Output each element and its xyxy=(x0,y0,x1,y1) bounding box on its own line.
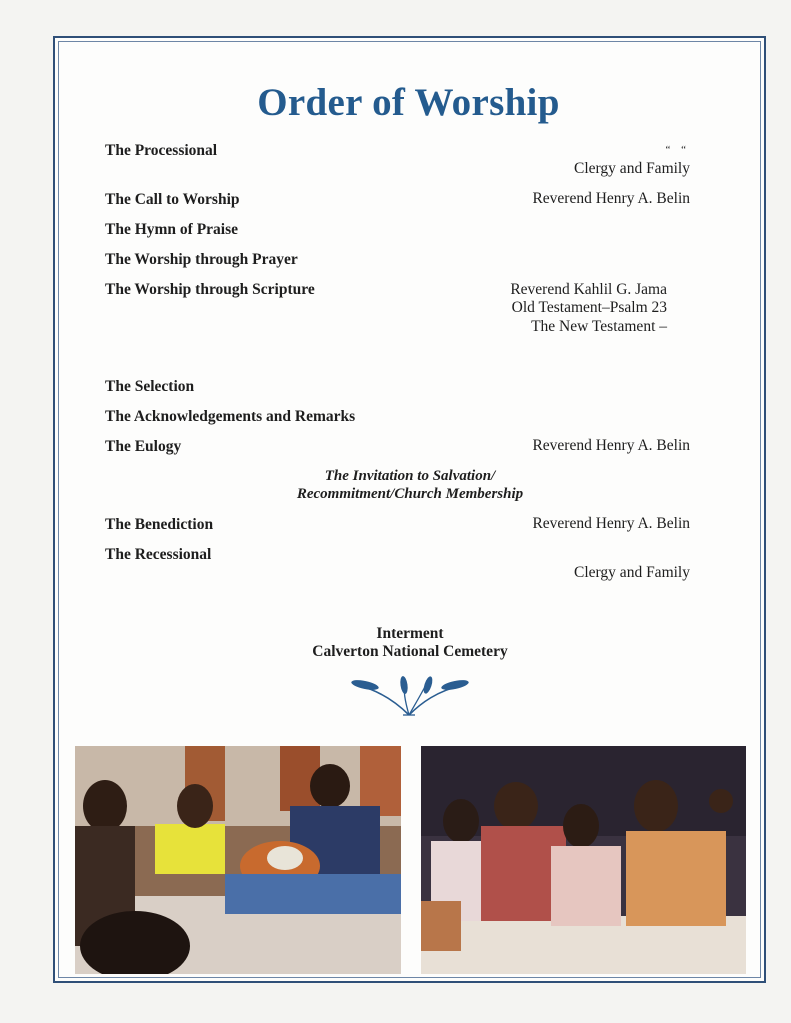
program-item-processional-quotes: “ “ xyxy=(665,144,690,156)
program-item-scripture-detail-2: Old Testament–Psalm 23 xyxy=(511,299,667,316)
program-item-recessional: The Recessional xyxy=(105,546,212,563)
program-item-benediction: The Benediction xyxy=(105,516,214,533)
program-item-scripture: The Worship through Scripture xyxy=(105,281,315,298)
program-item-acknowledgements: The Acknowledgements and Remarks xyxy=(105,408,356,425)
program-item-selection: The Selection xyxy=(105,378,195,395)
invitation-line-2: Recommitment/Church Membership xyxy=(296,486,524,502)
program-item-hymn-of-praise: The Hymn of Praise xyxy=(105,221,239,238)
program-item-processional-detail: Clergy and Family xyxy=(574,160,690,177)
program-item-scripture-detail-3: The New Testament – xyxy=(531,318,667,335)
interment-label: Interment xyxy=(376,625,444,642)
invitation-line-1: The Invitation to Salvation/ xyxy=(324,468,496,484)
leaf-ornament-icon xyxy=(347,673,473,724)
page-title: Order of Worship xyxy=(257,81,560,124)
program-item-scripture-detail: Reverend Kahlil G. Jama xyxy=(510,281,667,298)
family-photo-left xyxy=(75,746,401,974)
interment-location: Calverton National Cemetery xyxy=(312,643,508,660)
program-item-eulogy: The Eulogy xyxy=(105,438,182,455)
program-item-recessional-detail: Clergy and Family xyxy=(574,564,690,581)
family-photo-right xyxy=(421,746,746,974)
program-item-benediction-detail: Reverend Henry A. Belin xyxy=(532,515,690,532)
program-item-eulogy-detail: Reverend Henry A. Belin xyxy=(532,437,690,454)
program-item-call-to-worship-detail: Reverend Henry A. Belin xyxy=(532,190,690,207)
program-item-processional: The Processional xyxy=(105,142,218,159)
program-item-call-to-worship: The Call to Worship xyxy=(105,191,240,208)
program-item-prayer: The Worship through Prayer xyxy=(105,251,298,268)
